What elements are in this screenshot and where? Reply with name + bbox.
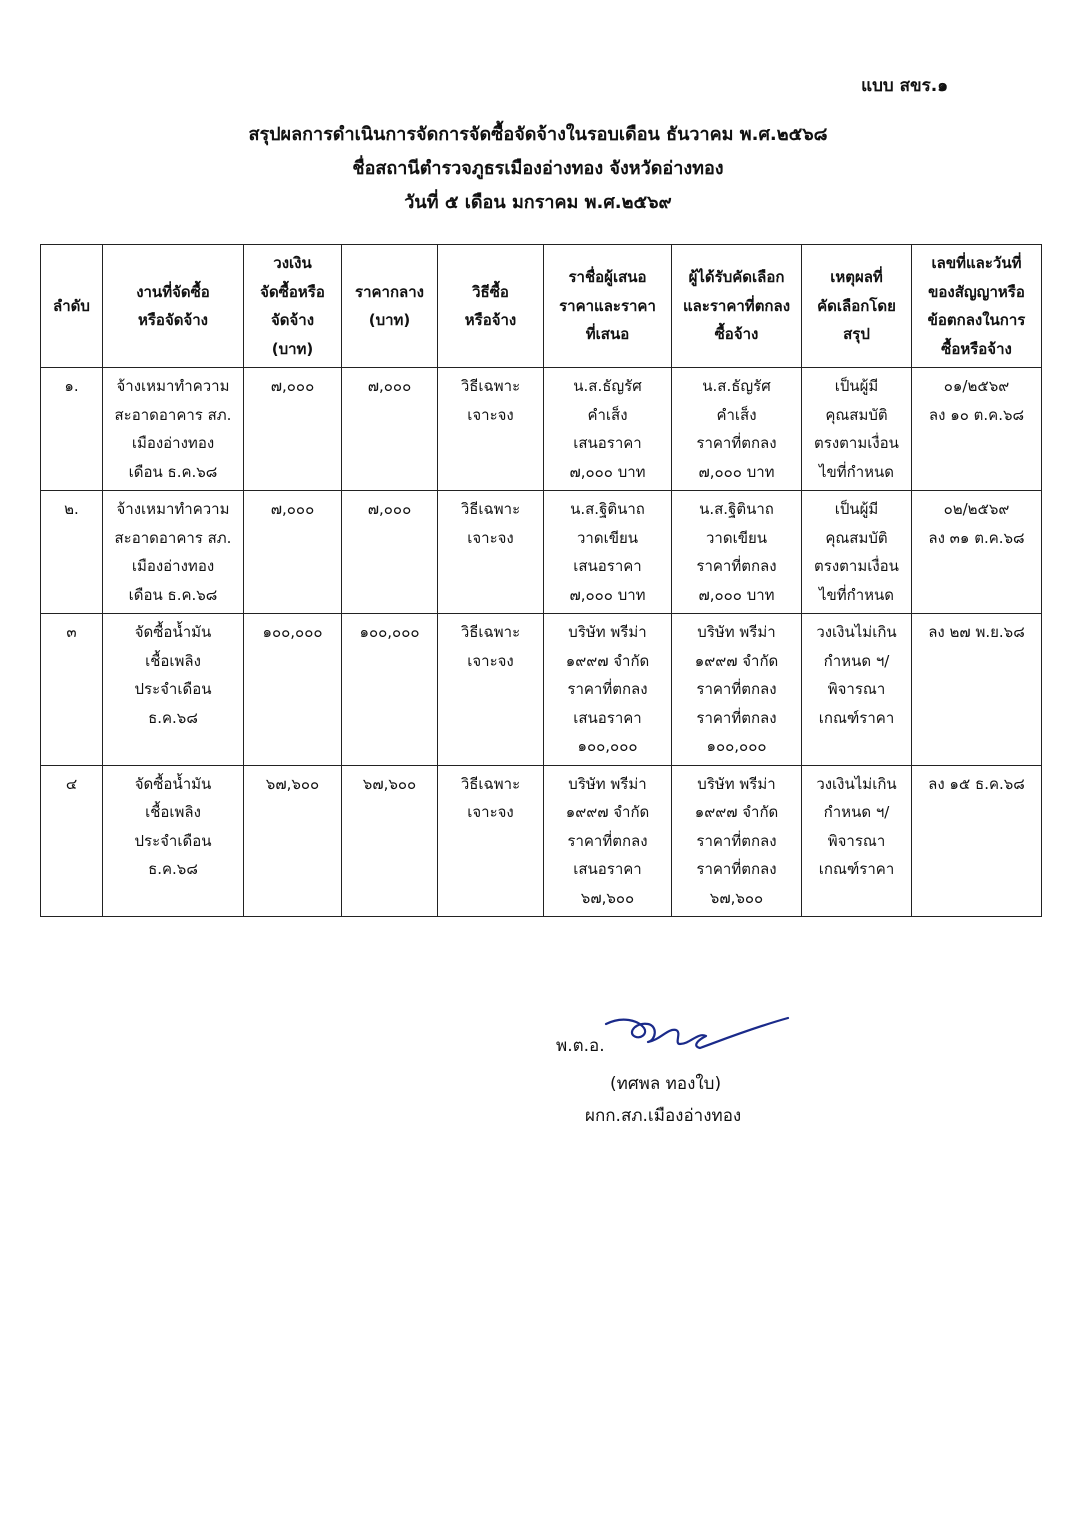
- cell-method: [438, 368, 544, 491]
- cell-work: [103, 614, 244, 766]
- table-header-row: [41, 245, 1042, 368]
- cell-text: ราคาที่ตกลง: [696, 708, 777, 727]
- header-method: [438, 245, 544, 368]
- cell-text: ๗,๐๐๐: [270, 377, 315, 395]
- table-row: [41, 765, 1042, 917]
- cell-text: เจาะจง: [467, 528, 514, 547]
- cell-text: ๒.: [64, 500, 79, 518]
- cell-text: ๑๙๙๗ จำกัด: [565, 651, 650, 670]
- cell-reason: [802, 765, 912, 917]
- header-text: ซื้อจ้าง: [714, 325, 759, 344]
- header-no: [41, 245, 103, 368]
- cell-text: ๗,๐๐๐ บาท: [698, 462, 775, 481]
- cell-budget: [244, 765, 342, 917]
- cell-text: ๑๙๙๗ จำกัด: [694, 651, 779, 670]
- cell-text: ราคาที่ตกลง: [567, 680, 648, 698]
- header-median: [342, 245, 438, 368]
- cell-reason: [802, 614, 912, 766]
- procurement-table: [40, 244, 1042, 917]
- cell-selected: [672, 368, 802, 491]
- header-text: หรือจัดจ้าง: [137, 311, 209, 329]
- cell-text: ราคาที่ตกลง: [696, 434, 777, 452]
- cell-text: ลง ๑๐ ต.ค.๖๘: [928, 405, 1025, 424]
- header-text: ราชื่อผู้เสนอ: [568, 268, 647, 287]
- cell-text: เสนอราคา: [573, 434, 642, 452]
- cell-selected: [672, 614, 802, 766]
- cell-text: ๗,๐๐๐: [270, 500, 315, 518]
- cell-text: สะอาดอาคาร สภ.: [114, 528, 232, 547]
- signer-name: (ทศพล ทองใบ): [610, 1074, 722, 1094]
- cell-text: ราคาที่ตกลง: [696, 680, 777, 698]
- cell-text: เชื้อเพลิง: [145, 803, 201, 821]
- cell-no: [41, 765, 103, 917]
- title-line-2: ชื่อสถานีตำรวจภูธรเมืองอ่างทอง จังหวัดอ่างทอง: [352, 158, 724, 179]
- cell-no: [41, 614, 103, 766]
- cell-text: เจาะจง: [467, 651, 514, 670]
- cell-text: ๓: [66, 623, 77, 641]
- cell-text: เสนอราคา: [573, 557, 642, 575]
- header-bidders: [544, 245, 672, 368]
- cell-text: น.ส.ธัญรัศ: [573, 377, 642, 395]
- table-row: [41, 368, 1042, 491]
- cell-contract: [912, 765, 1042, 917]
- cell-text: ตรงตามเงื่อน: [814, 434, 899, 452]
- cell-text: เป็นผู้มี: [834, 377, 879, 395]
- handwritten-signature: [602, 1010, 802, 1065]
- header-text: คัดเลือกโดย: [817, 296, 896, 315]
- cell-text: ราคาที่ตกลง: [696, 831, 777, 850]
- cell-text: ๗,๐๐๐ บาท: [569, 462, 646, 481]
- header-text: เหตุผลที่: [830, 268, 883, 287]
- header-text: หรือจ้าง: [464, 311, 517, 329]
- cell-text: ๗,๐๐๐: [367, 377, 412, 395]
- cell-text: วงเงินไม่เกิน: [816, 774, 897, 793]
- cell-text: ไขที่กำหนด: [818, 585, 895, 604]
- cell-text: เมืองอ่างทอง: [131, 557, 215, 575]
- cell-text: ลง ๓๑ ต.ค.๖๘: [928, 528, 1025, 547]
- header-reason: [802, 245, 912, 368]
- form-code: แบบ สขร.๑: [861, 76, 948, 96]
- cell-contract: [912, 614, 1042, 766]
- header-text: ลำดับ: [53, 296, 90, 315]
- header-text: ราคากลาง: [355, 282, 424, 301]
- header-text: งานที่จัดซื้อ: [136, 282, 210, 301]
- header-text: ราคาและราคา: [559, 296, 656, 315]
- cell-budget: [244, 491, 342, 614]
- cell-text: ประจำเดือน: [134, 831, 212, 850]
- cell-text: จัดซื้อน้ำมัน: [134, 623, 212, 641]
- title-line-1: สรุปผลการดำเนินการจัดการจัดซื้อจัดจ้างในรอบเดือน ธันวาคม พ.ศ.๒๕๖๘: [248, 124, 828, 145]
- table-row: [41, 491, 1042, 614]
- cell-text: จัดซื้อน้ำมัน: [134, 774, 212, 793]
- cell-text: เจาะจง: [467, 803, 514, 821]
- header-text: เลขที่และวันที่: [931, 254, 1022, 272]
- cell-budget: [244, 614, 342, 766]
- cell-text: วิธีเฉพาะ: [460, 623, 521, 641]
- header-text: และราคาที่ตกลง: [682, 296, 791, 315]
- table-body: [41, 368, 1042, 917]
- cell-text: ๐๑/๒๕๖๙: [943, 377, 1010, 395]
- header-text: สรุป: [843, 325, 870, 344]
- header-budget: [244, 245, 342, 368]
- cell-text: วาดเขียน: [705, 528, 767, 547]
- cell-text: จ้างเหมาทำความ: [116, 377, 230, 395]
- cell-contract: [912, 491, 1042, 614]
- cell-contract: [912, 368, 1042, 491]
- header-text: (บาท): [271, 339, 314, 358]
- cell-text: ๑๐๐,๐๐๐: [706, 737, 767, 755]
- header-selected: [672, 245, 802, 368]
- cell-text: เสนอราคา: [573, 708, 642, 727]
- cell-work: [103, 765, 244, 917]
- cell-text: ราคาที่ตกลง: [696, 860, 777, 878]
- cell-text: เชื้อเพลิง: [145, 651, 201, 670]
- signature-block: [520, 1020, 840, 1126]
- cell-text: กำหนด ฯ/: [823, 651, 890, 670]
- cell-text: ๖๗,๖๐๐: [265, 774, 320, 793]
- cell-text: ๑๐๐,๐๐๐: [359, 623, 420, 641]
- cell-text: กำหนด ฯ/: [823, 803, 890, 821]
- cell-text: คำเส็ง: [716, 405, 757, 424]
- cell-median: [342, 491, 438, 614]
- cell-text: ๑.: [64, 377, 79, 395]
- cell-text: บริษัท พรีม่า: [697, 774, 776, 793]
- cell-median: [342, 614, 438, 766]
- cell-bidders: [544, 491, 672, 614]
- cell-text: บริษัท พรีม่า: [568, 623, 647, 641]
- cell-text: พิจารณา: [827, 680, 886, 698]
- cell-text: ลง ๑๕ ธ.ค.๖๘: [928, 774, 1025, 793]
- document-title: [0, 118, 1076, 220]
- cell-text: เกณฑ์ราคา: [818, 860, 895, 878]
- cell-text: ๑๐๐,๐๐๐: [577, 737, 638, 755]
- header-text: ซื้อหรือจ้าง: [941, 339, 1012, 358]
- cell-method: [438, 491, 544, 614]
- cell-text: ๗,๐๐๐: [367, 500, 412, 518]
- header-text: ที่เสนอ: [585, 325, 630, 344]
- header-text: (บาท): [368, 311, 411, 329]
- cell-text: น.ส.ธัญรัศ: [702, 377, 771, 395]
- cell-text: ตรงตามเงื่อน: [814, 557, 899, 575]
- header-text: จัดจ้าง: [270, 311, 315, 329]
- cell-text: สะอาดอาคาร สภ.: [114, 405, 232, 424]
- cell-text: น.ส.ฐิตินาถ: [699, 500, 774, 518]
- cell-text: วิธีเฉพาะ: [460, 774, 521, 793]
- cell-text: ๐๒/๒๕๖๙: [943, 500, 1010, 518]
- cell-bidders: [544, 765, 672, 917]
- cell-text: ลง ๒๗ พ.ย.๖๘: [928, 623, 1025, 641]
- cell-text: ประจำเดือน: [134, 680, 212, 698]
- title-line-3: วันที่ ๕ เดือน มกราคม พ.ศ.๒๕๖๙: [404, 192, 672, 213]
- cell-text: วงเงินไม่เกิน: [816, 623, 897, 641]
- cell-text: เดือน ธ.ค.๖๘: [128, 585, 218, 604]
- cell-text: ไขที่กำหนด: [818, 462, 895, 481]
- signer-rank: พ.ต.อ.: [556, 1036, 605, 1056]
- cell-text: น.ส.ฐิตินาถ: [570, 500, 645, 518]
- cell-text: เป็นผู้มี: [834, 500, 879, 518]
- cell-text: ๗,๐๐๐ บาท: [569, 585, 646, 604]
- cell-text: ๑๙๙๗ จำกัด: [694, 803, 779, 821]
- header-text: จัดซื้อหรือ: [260, 282, 325, 301]
- header-work: [103, 245, 244, 368]
- cell-method: [438, 614, 544, 766]
- cell-median: [342, 765, 438, 917]
- cell-no: [41, 368, 103, 491]
- header-text: ผู้ได้รับคัดเลือก: [688, 268, 785, 287]
- cell-text: เดือน ธ.ค.๖๘: [128, 462, 218, 481]
- header-text: ข้อตกลงในการ: [927, 311, 1026, 329]
- cell-no: [41, 491, 103, 614]
- cell-text: คุณสมบัติ: [825, 528, 888, 547]
- cell-selected: [672, 765, 802, 917]
- cell-text: ราคาที่ตกลง: [567, 831, 648, 850]
- cell-method: [438, 765, 544, 917]
- cell-text: พิจารณา: [827, 831, 886, 850]
- cell-work: [103, 491, 244, 614]
- cell-selected: [672, 491, 802, 614]
- cell-text: ๑๐๐,๐๐๐: [262, 623, 323, 641]
- cell-text: วาดเขียน: [576, 528, 638, 547]
- cell-text: คุณสมบัติ: [825, 405, 888, 424]
- table-row: [41, 614, 1042, 766]
- cell-text: ๖๗,๖๐๐: [362, 774, 417, 793]
- cell-text: ๖๗,๖๐๐: [709, 888, 764, 907]
- cell-work: [103, 368, 244, 491]
- cell-text: บริษัท พรีม่า: [568, 774, 647, 793]
- cell-text: วิธีเฉพาะ: [460, 500, 521, 518]
- cell-bidders: [544, 368, 672, 491]
- cell-text: จ้างเหมาทำความ: [116, 500, 230, 518]
- cell-median: [342, 368, 438, 491]
- cell-text: เกณฑ์ราคา: [818, 708, 895, 727]
- cell-budget: [244, 368, 342, 491]
- cell-bidders: [544, 614, 672, 766]
- cell-text: ๔: [65, 774, 78, 793]
- cell-text: ๖๗,๖๐๐: [580, 888, 635, 907]
- cell-text: ราคาที่ตกลง: [696, 557, 777, 575]
- cell-text: ธ.ค.๖๘: [148, 860, 198, 878]
- cell-text: ๑๙๙๗ จำกัด: [565, 803, 650, 821]
- cell-text: บริษัท พรีม่า: [697, 623, 776, 641]
- header-text: ของสัญญาหรือ: [928, 282, 1025, 301]
- signer-position: ผกก.สภ.เมืองอ่างทอง: [585, 1106, 742, 1126]
- cell-text: ธ.ค.๖๘: [148, 708, 198, 727]
- cell-text: เสนอราคา: [573, 860, 642, 878]
- cell-reason: [802, 491, 912, 614]
- cell-text: เจาะจง: [467, 405, 514, 424]
- header-contract: [912, 245, 1042, 368]
- cell-text: วิธีเฉพาะ: [460, 377, 521, 395]
- cell-reason: [802, 368, 912, 491]
- cell-text: เมืองอ่างทอง: [131, 434, 215, 452]
- header-text: วิธีซื้อ: [472, 282, 509, 301]
- cell-text: ๗,๐๐๐ บาท: [698, 585, 775, 604]
- header-text: วงเงิน: [273, 254, 312, 272]
- cell-text: คำเส็ง: [587, 405, 628, 424]
